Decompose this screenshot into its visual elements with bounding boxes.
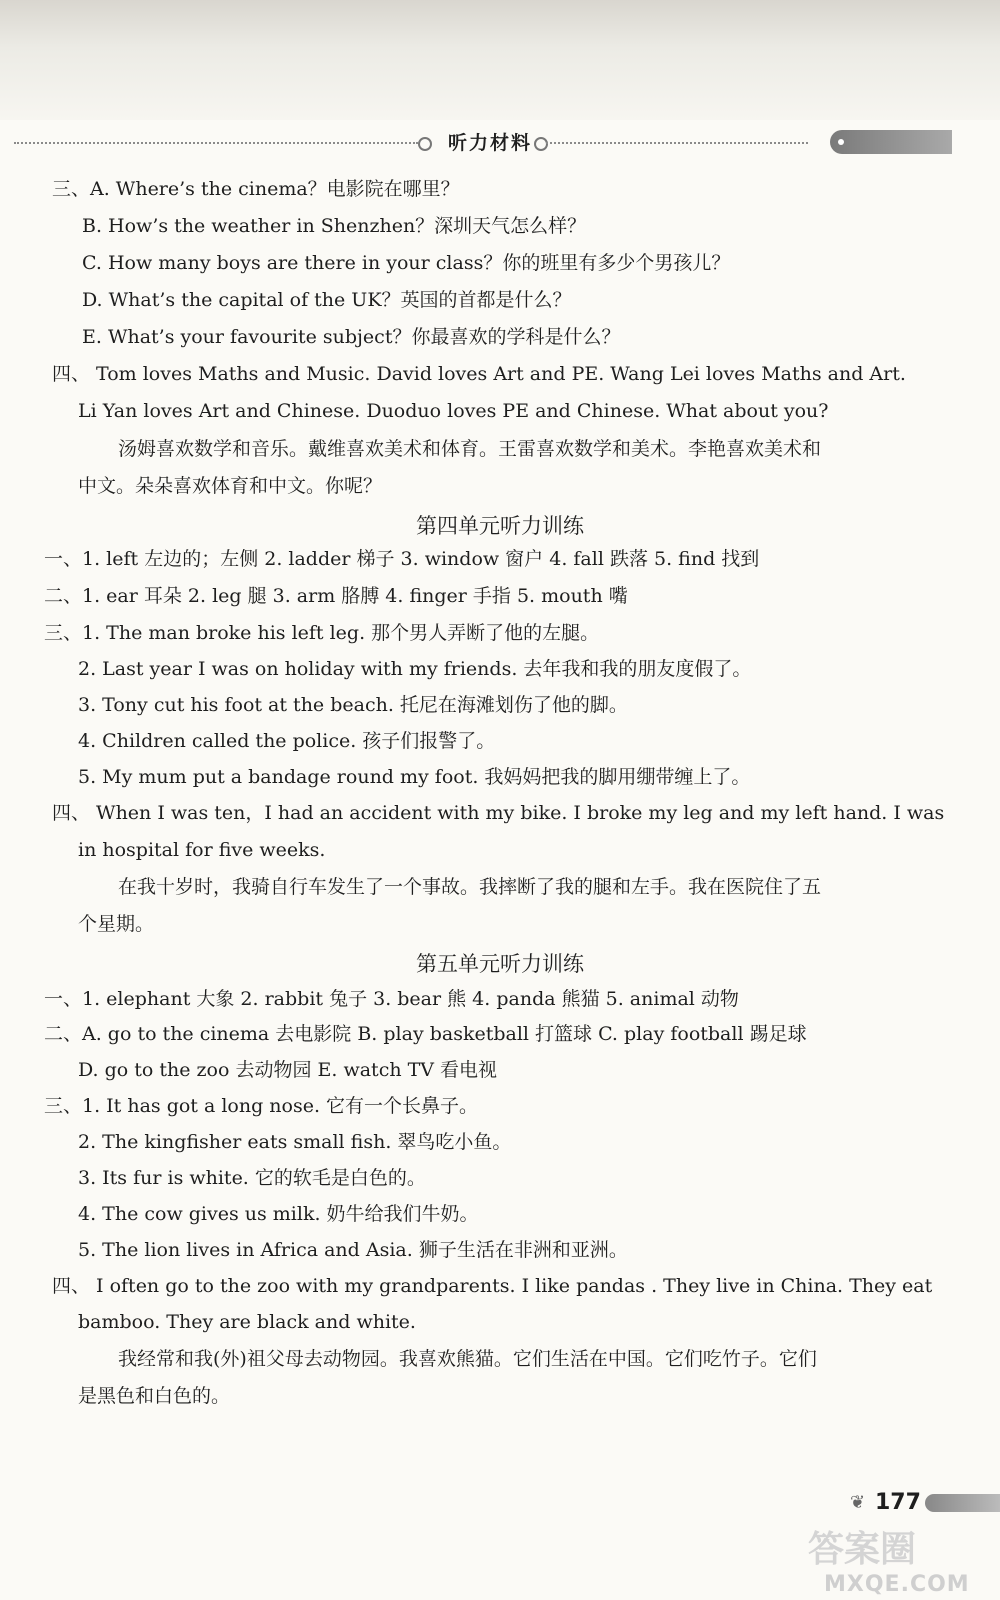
- header-divider-left: [14, 142, 418, 144]
- s2-line-3: 2. Last year I was on holiday with my friends. 去年我和我的朋友度假了。: [78, 658, 752, 680]
- header-dot-right: [534, 137, 548, 151]
- s1-line-0: 三、A. Where’s the cinema？电影院在哪里？: [52, 178, 460, 200]
- leaf-icon: ❦: [850, 1492, 866, 1513]
- s3-line-10: 我经常和我(外)祖父母去动物园。我喜欢熊猫。它们生活在中国。它们吃竹子。它们: [118, 1348, 817, 1370]
- watermark-logo: 答案圈: [808, 1529, 917, 1570]
- s1-line-3: D. What’s the capital of the UK？英国的首都是什么？: [82, 289, 572, 311]
- page-header-title: 听力材料: [448, 132, 533, 154]
- top-scan-band: [0, 0, 1000, 120]
- s2-line-4: 3. Tony cut his foot at the beach. 托尼在海滩划伤了他的脚。: [78, 694, 628, 716]
- s1-line-4: E. What’s your favourite subject？你最喜欢的学科是什么？: [82, 326, 621, 348]
- header-dot-left: [418, 137, 432, 151]
- s2-line-7: 四、 When I was ten，I had an accident with my bike. I broke my leg and my left hand. I was: [52, 802, 945, 824]
- s1-line-8: 中文。朵朵喜欢体育和中文。你呢？: [78, 475, 383, 497]
- s3-line-8: 四、 I often go to the zoo with my grandparents. I like pandas . They live in China. They eat: [52, 1275, 933, 1297]
- s2-line-10: 个星期。: [78, 913, 155, 935]
- s2-line-9: 在我十岁时，我骑自行车发生了一个事故。我摔断了我的腿和左手。我在医院住了五: [118, 876, 822, 898]
- s2-line-6: 5. My mum put a bandage round my foot. 我妈妈把我的脚用绷带缠上了。: [78, 766, 751, 788]
- s3-line-2: D. go to the zoo 去动物园 E. watch TV 看电视: [78, 1059, 498, 1081]
- unit4-heading: 第四单元听力训练: [416, 514, 584, 538]
- header-divider-right: [546, 142, 808, 144]
- s3-line-0: 一、1. elephant 大象 2. rabbit 兔子 3. bear 熊 4. panda 熊猫 5. animal 动物: [44, 988, 739, 1010]
- s3-line-6: 4. The cow gives us milk. 奶牛给我们牛奶。: [78, 1203, 479, 1225]
- footer-bar: [925, 1494, 1000, 1512]
- s3-line-5: 3. Its fur is white. 它的软毛是白色的。: [78, 1167, 426, 1189]
- s1-line-6: Li Yan loves Art and Chinese. Duoduo loves PE and Chinese. What about you?: [78, 400, 829, 422]
- s3-line-4: 2. The kingfisher eats small fish. 翠鸟吃小鱼。: [78, 1131, 512, 1153]
- page-number: 177: [875, 1490, 921, 1515]
- s3-line-1: 二、A. go to the cinema 去电影院 B. play basketball 打篮球 C. play football 踢足球: [44, 1023, 807, 1045]
- s1-line-1: B. How’s the weather in Shenzhen？深圳天气怎么样？: [82, 215, 587, 237]
- s3-line-11: 是黑色和白色的。: [78, 1385, 231, 1407]
- s3-line-3: 三、1. It has got a long nose. 它有一个长鼻子。: [44, 1095, 479, 1117]
- s3-line-9: bamboo. They are black and white.: [78, 1311, 416, 1333]
- s2-line-2: 三、1. The man broke his left leg. 那个男人弄断了他的左腿。: [44, 622, 600, 644]
- s3-line-7: 5. The lion lives in Africa and Asia. 狮子生活在非洲和亚洲。: [78, 1239, 628, 1261]
- s2-line-1: 二、1. ear 耳朵 2. leg 腿 3. arm 胳膊 4. finger 手指 5. mouth 嘴: [44, 585, 628, 607]
- header-tab-dot: [838, 139, 844, 145]
- s1-line-5: 四、 Tom loves Maths and Music. David loves Art and PE. Wang Lei loves Maths and Art.: [52, 363, 906, 385]
- watermark-url: MXQE.COM: [824, 1572, 970, 1597]
- s2-line-5: 4. Children called the police. 孩子们报警了。: [78, 730, 496, 752]
- s1-line-2: C. How many boys are there in your class？你的班里有多少个男孩儿？: [82, 252, 731, 274]
- s2-line-8: in hospital for five weeks.: [78, 839, 326, 861]
- s1-line-7: 汤姆喜欢数学和音乐。戴维喜欢美术和体育。王雷喜欢数学和美术。李艳喜欢美术和: [118, 438, 822, 460]
- header-tab-bar: [830, 130, 952, 154]
- unit5-heading: 第五单元听力训练: [416, 952, 584, 976]
- s2-line-0: 一、1. left 左边的；左侧 2. ladder 梯子 3. window 窗户 4. fall 跌落 5. find 找到: [44, 548, 760, 570]
